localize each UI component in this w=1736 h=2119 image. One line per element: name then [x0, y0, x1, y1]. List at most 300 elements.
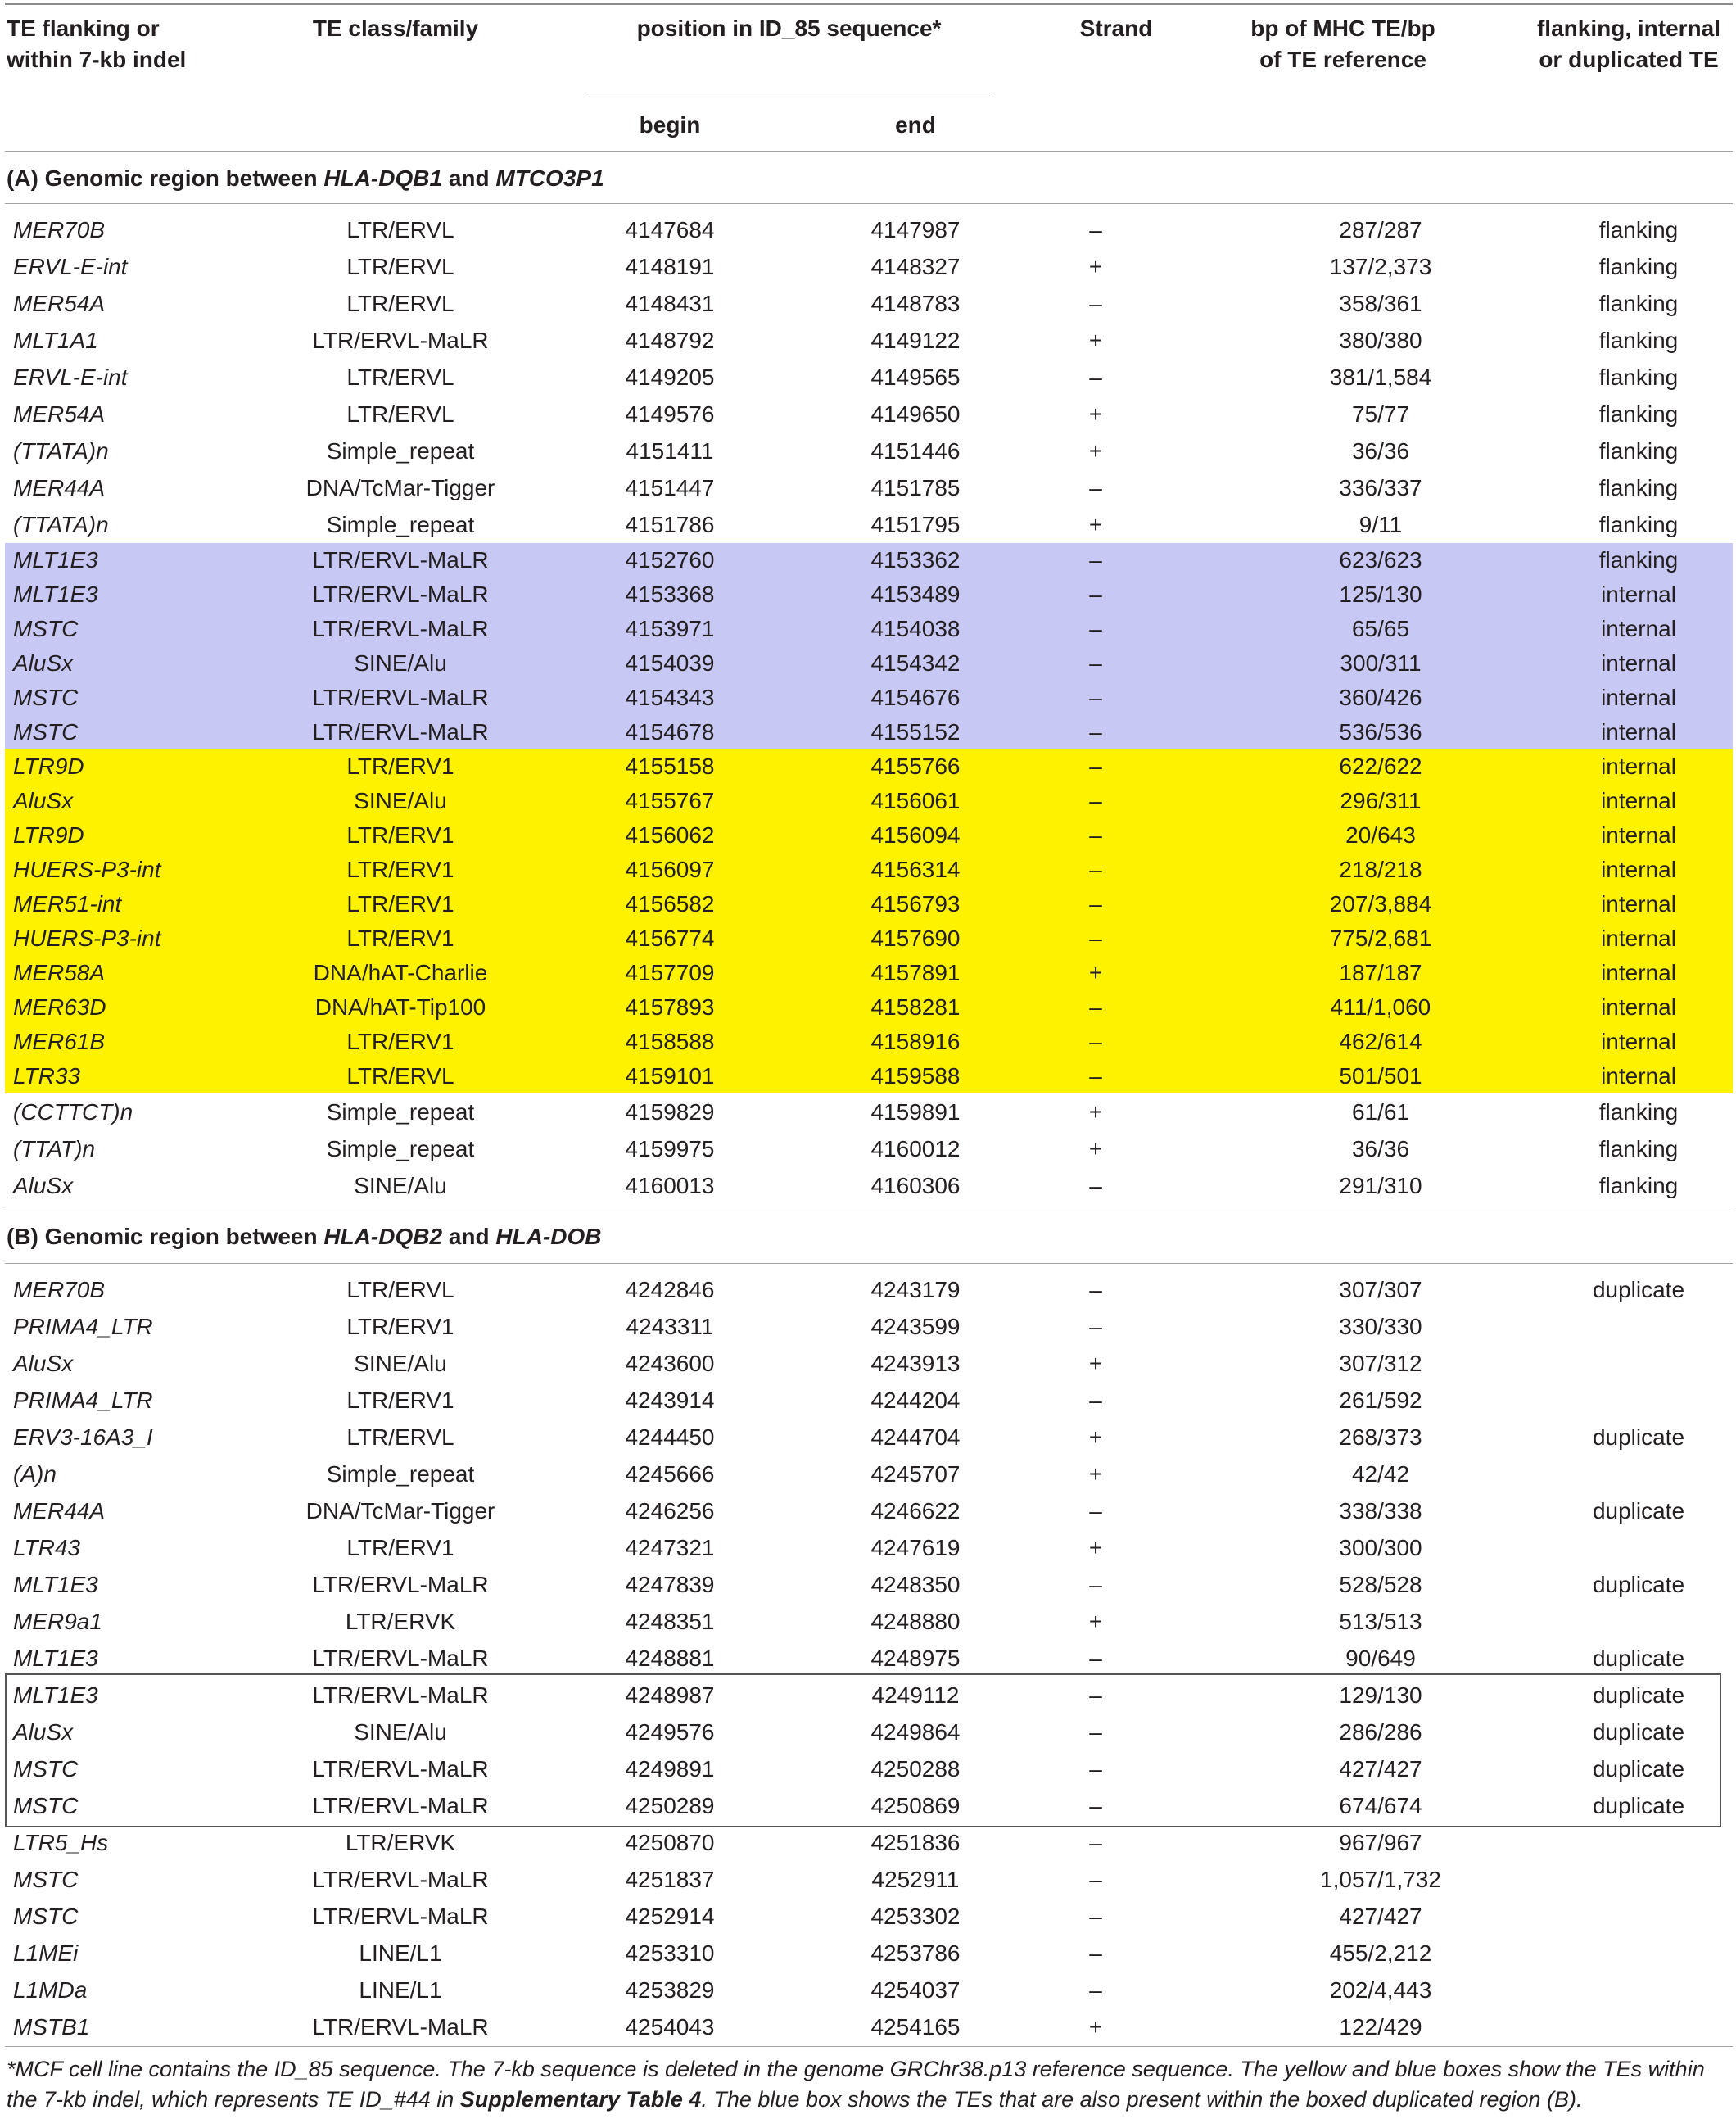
- bp-ratio-cell: 300/300: [1339, 1535, 1422, 1560]
- te-location-cell: internal: [1601, 650, 1676, 676]
- begin-position-cell: 4253310: [625, 1940, 715, 1966]
- te-name-cell: MSTC: [13, 685, 79, 710]
- te-location-cell: internal: [1601, 788, 1676, 813]
- begin-position-cell: 4155158: [625, 754, 715, 779]
- bp-ratio-cell: 307/312: [1339, 1351, 1422, 1376]
- bp-ratio-cell: 623/623: [1339, 547, 1422, 573]
- te-name-cell: AluSx: [13, 1351, 74, 1376]
- strand-cell: –: [1089, 1498, 1102, 1524]
- te-class-cell: LTR/ERVL-MaLR: [312, 1682, 489, 1708]
- end-position-cell: 4153362: [870, 547, 961, 573]
- te-name-cell: PRIMA4_LTR: [13, 1314, 153, 1339]
- table-row: [5, 681, 1733, 715]
- strand-cell: +: [1088, 512, 1103, 537]
- strand-cell: –: [1089, 857, 1102, 882]
- te-class-cell: LTR/ERV1: [346, 1314, 454, 1339]
- begin-position-cell: 4251837: [625, 1867, 715, 1892]
- end-position-cell: 4244704: [870, 1424, 961, 1450]
- bp-ratio-cell: 674/674: [1339, 1793, 1422, 1818]
- begin-position-cell: 4159101: [625, 1063, 715, 1089]
- te-class-cell: LTR/ERVL: [346, 401, 454, 427]
- table-row: [5, 506, 1733, 543]
- te-name-cell: MER44A: [13, 1498, 106, 1524]
- te-location-cell: internal: [1601, 994, 1676, 1020]
- te-name-cell: MLT1E3: [13, 1572, 98, 1597]
- begin-position-cell: 4250289: [625, 1793, 715, 1818]
- te-class-cell: LTR/ERVL-MaLR: [312, 547, 489, 573]
- bp-ratio-cell: 9/11: [1359, 512, 1403, 537]
- te-name-cell: MLT1E3: [13, 1682, 98, 1708]
- end-position-cell: 4160012: [870, 1136, 961, 1161]
- strand-cell: +: [1088, 1535, 1103, 1560]
- end-position-cell: 4160306: [870, 1173, 961, 1198]
- table-row: [5, 1025, 1733, 1059]
- bp-ratio-cell: 358/361: [1339, 291, 1422, 316]
- footnote: *MCF cell line contains the ID_85 sequence. The 7-kb sequence is deleted in the genome GRChr38.p13 reference sequence. The yellow and blue boxes show the TEs within the 7-kb indel, which represents TE ID_#44 in Supplementary Table 4. The blue box shows the TEs that are also present within the boxed duplicated region (B).: [7, 2057, 1705, 2112]
- begin-position-cell: 4243600: [625, 1351, 715, 1376]
- table-row: [5, 956, 1733, 990]
- end-position-cell: 4250869: [870, 1793, 961, 1818]
- te-location-cell: duplicate: [1592, 1756, 1685, 1782]
- begin-position-cell: 4248881: [625, 1646, 715, 1671]
- te-class-cell: DNA/TcMar-Tigger: [305, 1498, 495, 1524]
- table-row: [5, 784, 1733, 818]
- end-position-cell: 4154676: [870, 685, 961, 710]
- te-class-cell: LTR/ERVL: [346, 364, 454, 390]
- table-row: [5, 1093, 1733, 1130]
- te-name-cell: MLT1E3: [13, 547, 98, 573]
- bp-ratio-cell: 61/61: [1351, 1099, 1410, 1125]
- table-row: [5, 1566, 1733, 1603]
- strand-cell: –: [1089, 1719, 1102, 1745]
- bp-ratio-cell: 307/307: [1339, 1277, 1422, 1302]
- section-a-rule: [5, 203, 1733, 204]
- te-location-cell: internal: [1601, 616, 1676, 641]
- strand-cell: –: [1089, 1314, 1102, 1339]
- te-location-cell: flanking: [1598, 438, 1679, 464]
- end-position-cell: 4244204: [870, 1388, 961, 1413]
- begin-position-cell: 4157893: [625, 994, 715, 1020]
- te-class-cell: DNA/hAT-Tip100: [314, 994, 486, 1020]
- te-class-cell: Simple_repeat: [326, 512, 475, 537]
- te-class-cell: DNA/TcMar-Tigger: [305, 475, 495, 500]
- strand-cell: +: [1088, 1609, 1103, 1634]
- bp-ratio-cell: 1,057/1,732: [1320, 1867, 1441, 1892]
- end-position-cell: 4247619: [870, 1535, 961, 1560]
- te-name-cell: AluSx: [13, 1173, 74, 1198]
- begin-position-cell: 4249891: [625, 1756, 715, 1782]
- strand-cell: –: [1089, 1063, 1102, 1089]
- bp-ratio-cell: 338/338: [1339, 1498, 1422, 1524]
- bp-ratio-cell: 42/42: [1351, 1461, 1410, 1487]
- strand-cell: –: [1089, 291, 1102, 316]
- bp-ratio-cell: 455/2,212: [1329, 1940, 1432, 1966]
- te-class-cell: LTR/ERV1: [346, 891, 454, 917]
- strand-cell: –: [1089, 1173, 1102, 1198]
- table-row: [5, 1167, 1733, 1204]
- end-position-cell: 4250288: [870, 1756, 961, 1782]
- table-row: [5, 285, 1733, 322]
- te-name-cell: MSTB1: [13, 2014, 90, 2040]
- begin-position-cell: 4153368: [625, 582, 715, 607]
- end-position-cell: 4156094: [870, 822, 961, 848]
- bp-ratio-cell: 129/130: [1339, 1682, 1422, 1708]
- end-position-cell: 4148783: [870, 291, 961, 316]
- header-strand: Strand: [1079, 16, 1153, 41]
- te-class-cell: LTR/ERVL-MaLR: [312, 328, 489, 353]
- te-location-cell: flanking: [1598, 475, 1679, 500]
- te-class-cell: LTR/ERVL: [346, 1063, 454, 1089]
- end-position-cell: 4254165: [870, 2014, 961, 2040]
- te-name-cell: HUERS-P3-int: [13, 926, 161, 951]
- end-position-cell: 4254037: [870, 1977, 961, 2003]
- table-row: [5, 1308, 1733, 1345]
- top-rule: [5, 3, 1733, 5]
- te-class-cell: LTR/ERV1: [346, 1535, 454, 1560]
- begin-position-cell: 4147684: [625, 217, 715, 242]
- te-location-cell: duplicate: [1592, 1498, 1685, 1524]
- begin-position-cell: 4246256: [625, 1498, 715, 1524]
- strand-cell: +: [1088, 438, 1103, 464]
- te-class-cell: LTR/ERV1: [346, 1388, 454, 1413]
- te-class-cell: LTR/ERVL: [346, 217, 454, 242]
- te-name-cell: ERVL-E-int: [13, 254, 128, 279]
- table-row: [5, 1640, 1733, 1677]
- strand-cell: –: [1089, 1029, 1102, 1054]
- begin-position-cell: 4243914: [625, 1388, 715, 1413]
- strand-cell: +: [1088, 254, 1103, 279]
- begin-position-cell: 4158588: [625, 1029, 715, 1054]
- te-location-cell: flanking: [1598, 1136, 1679, 1161]
- te-class-cell: DNA/hAT-Charlie: [313, 960, 488, 985]
- te-class-cell: LTR/ERVK: [345, 1609, 456, 1634]
- begin-position-cell: 4157709: [625, 960, 715, 985]
- te-location-cell: flanking: [1598, 512, 1679, 537]
- bp-ratio-cell: 296/311: [1340, 788, 1422, 813]
- section-b-heading: (B) Genomic region between HLA-DQB2 and HLA-DOB: [7, 1224, 602, 1249]
- te-name-cell: MER70B: [13, 217, 106, 242]
- section-a-rows: [5, 211, 1733, 1202]
- te-location-cell: flanking: [1598, 547, 1679, 573]
- te-location-cell: flanking: [1598, 328, 1679, 353]
- te-name-cell: MER58A: [13, 960, 106, 985]
- bp-ratio-cell: 36/36: [1351, 438, 1410, 464]
- bp-ratio-cell: 268/373: [1339, 1424, 1422, 1450]
- te-class-cell: LTR/ERVL: [346, 291, 454, 316]
- bp-ratio-cell: 20/643: [1345, 822, 1416, 848]
- te-name-cell: HUERS-P3-int: [13, 857, 161, 882]
- begin-position-cell: 4248351: [625, 1609, 715, 1634]
- begin-position-cell: 4148431: [625, 291, 715, 316]
- te-location-cell: flanking: [1598, 254, 1679, 279]
- begin-position-cell: 4243311: [626, 1314, 714, 1339]
- te-location-cell: flanking: [1598, 401, 1679, 427]
- table-row: [5, 818, 1733, 853]
- strand-cell: +: [1088, 2014, 1103, 2040]
- te-class-cell: LTR/ERVK: [345, 1830, 456, 1855]
- te-name-cell: LTR5_Hs: [13, 1830, 109, 1855]
- te-class-cell: SINE/Alu: [354, 1351, 447, 1376]
- begin-position-cell: 4148792: [625, 328, 715, 353]
- te-location-cell: duplicate: [1592, 1682, 1685, 1708]
- te-class-cell: Simple_repeat: [326, 438, 475, 464]
- te-class-cell: LTR/ERVL-MaLR: [312, 1646, 489, 1671]
- te-name-cell: AluSx: [13, 1719, 74, 1745]
- header-te-class: TE class/family: [312, 16, 479, 41]
- te-name-cell: (A)n: [13, 1461, 57, 1487]
- end-position-cell: 4155766: [870, 754, 961, 779]
- te-class-cell: LTR/ERVL-MaLR: [312, 1867, 489, 1892]
- table-row: [5, 1861, 1733, 1898]
- bp-ratio-cell: 360/426: [1339, 685, 1422, 710]
- te-name-cell: LTR9D: [13, 822, 84, 848]
- table-row: [5, 1456, 1733, 1492]
- te-name-cell: ERV3-16A3_I: [13, 1424, 153, 1450]
- end-position-cell: 4156061: [870, 788, 961, 813]
- te-class-cell: LTR/ERVL-MaLR: [312, 685, 489, 710]
- header-flanking-internal: flanking, internal or duplicated TE: [1536, 16, 1721, 72]
- end-position-cell: 4154342: [870, 650, 961, 676]
- te-name-cell: LTR9D: [13, 754, 84, 779]
- strand-cell: +: [1088, 401, 1103, 427]
- end-position-cell: 4246622: [870, 1498, 961, 1524]
- te-location-cell: internal: [1601, 926, 1676, 951]
- strand-cell: –: [1089, 1277, 1102, 1302]
- te-class-cell: LTR/ERVL-MaLR: [312, 1904, 489, 1929]
- end-position-cell: 4156314: [870, 857, 961, 882]
- te-class-cell: LTR/ERVL-MaLR: [312, 582, 489, 607]
- bp-ratio-cell: 528/528: [1339, 1572, 1422, 1597]
- te-class-cell: LTR/ERVL-MaLR: [312, 1572, 489, 1597]
- bp-ratio-cell: 125/130: [1339, 582, 1422, 607]
- strand-cell: –: [1089, 1646, 1102, 1671]
- end-position-cell: 4251836: [870, 1830, 961, 1855]
- begin-position-cell: 4154039: [625, 650, 715, 676]
- begin-position-cell: 4159829: [625, 1099, 715, 1125]
- strand-cell: –: [1089, 364, 1102, 390]
- strand-cell: –: [1089, 1682, 1102, 1708]
- bp-ratio-cell: 90/649: [1345, 1646, 1416, 1671]
- bp-ratio-cell: 501/501: [1339, 1063, 1422, 1089]
- table-row: [5, 715, 1733, 749]
- te-name-cell: MER51-int: [13, 891, 122, 917]
- table-row: [5, 1972, 1733, 2008]
- te-name-cell: MLT1E3: [13, 1646, 98, 1671]
- te-class-cell: LTR/ERV1: [346, 857, 454, 882]
- bp-ratio-cell: 187/187: [1339, 960, 1422, 985]
- bp-ratio-cell: 202/4,443: [1329, 1977, 1432, 2003]
- duplicated-region-box: [5, 1673, 1721, 1827]
- te-location-cell: duplicate: [1592, 1719, 1685, 1745]
- end-position-cell: 4243179: [870, 1277, 961, 1302]
- te-name-cell: MSTC: [13, 616, 79, 641]
- table-row: [5, 396, 1733, 432]
- table-row: [5, 211, 1733, 248]
- begin-position-cell: 4247321: [625, 1535, 715, 1560]
- begin-position-cell: 4248987: [625, 1682, 715, 1708]
- te-name-cell: LTR43: [13, 1535, 80, 1560]
- te-class-cell: SINE/Alu: [354, 1719, 447, 1745]
- te-class-cell: Simple_repeat: [326, 1136, 475, 1161]
- end-position-cell: 4159588: [870, 1063, 961, 1089]
- bp-ratio-cell: 291/310: [1339, 1173, 1422, 1198]
- end-position-cell: 4155152: [870, 719, 961, 745]
- strand-cell: –: [1089, 994, 1102, 1020]
- bp-ratio-cell: 336/337: [1339, 475, 1422, 500]
- te-name-cell: (TTAT)n: [13, 1136, 96, 1161]
- te-class-cell: SINE/Alu: [354, 1173, 447, 1198]
- table-row: [5, 248, 1733, 285]
- table-row: [5, 1603, 1733, 1640]
- begin-position-cell: 4250870: [625, 1830, 715, 1855]
- te-location-cell: duplicate: [1592, 1793, 1685, 1818]
- begin-position-cell: 4245666: [625, 1461, 715, 1487]
- table-row: [5, 1130, 1733, 1167]
- strand-cell: –: [1089, 547, 1102, 573]
- begin-position-cell: 4247839: [625, 1572, 715, 1597]
- te-name-cell: AluSx: [13, 650, 74, 676]
- te-name-cell: MSTC: [13, 1904, 79, 1929]
- table-row: [5, 1492, 1733, 1529]
- te-location-cell: flanking: [1598, 291, 1679, 316]
- end-position-cell: 4151795: [870, 512, 961, 537]
- table-row: [5, 2008, 1733, 2045]
- te-class-cell: LTR/ERVL-MaLR: [312, 616, 489, 641]
- end-position-cell: 4253302: [870, 1904, 961, 1929]
- te-location-cell: internal: [1601, 719, 1676, 745]
- te-name-cell: ERVL-E-int: [13, 364, 128, 390]
- table-row: [5, 1059, 1733, 1093]
- begin-position-cell: 4151411: [626, 438, 714, 464]
- bp-ratio-cell: 380/380: [1339, 328, 1422, 353]
- strand-cell: –: [1089, 822, 1102, 848]
- strand-cell: +: [1088, 1424, 1103, 1450]
- begin-position-cell: 4149576: [625, 401, 715, 427]
- te-location-cell: internal: [1601, 891, 1676, 917]
- strand-cell: –: [1089, 1830, 1102, 1855]
- begin-position-cell: 4154343: [625, 685, 715, 710]
- header-rule: [5, 151, 1733, 152]
- table-row: [5, 612, 1733, 646]
- te-location-cell: internal: [1601, 1063, 1676, 1089]
- table-row: [5, 1345, 1733, 1382]
- begin-position-cell: 4152760: [625, 547, 715, 573]
- begin-position-cell: 4148191: [625, 254, 715, 279]
- te-location-cell: flanking: [1598, 217, 1679, 242]
- bp-ratio-cell: 622/622: [1339, 754, 1422, 779]
- te-name-cell: MER61B: [13, 1029, 106, 1054]
- te-name-cell: MSTC: [13, 719, 79, 745]
- header-te-flanking: TE flanking or within 7-kb indel: [7, 16, 187, 72]
- te-class-cell: Simple_repeat: [326, 1461, 475, 1487]
- begin-position-cell: 4149205: [625, 364, 715, 390]
- strand-cell: –: [1089, 754, 1102, 779]
- te-name-cell: PRIMA4_LTR: [13, 1388, 153, 1413]
- end-position-cell: 4248880: [870, 1609, 961, 1634]
- strand-cell: –: [1089, 1572, 1102, 1597]
- te-location-cell: internal: [1601, 1029, 1676, 1054]
- table-row: [5, 1824, 1733, 1861]
- begin-position-cell: 4242846: [625, 1277, 715, 1302]
- strand-cell: –: [1089, 685, 1102, 710]
- begin-position-cell: 4252914: [625, 1904, 715, 1929]
- te-class-cell: LTR/ERVL-MaLR: [312, 1793, 489, 1818]
- bp-ratio-cell: 536/536: [1339, 719, 1422, 745]
- strand-cell: –: [1089, 475, 1102, 500]
- begin-position-cell: 4254043: [625, 2014, 715, 2040]
- te-name-cell: (TTATA)n: [13, 512, 109, 537]
- begin-position-cell: 4156774: [625, 926, 715, 951]
- strand-cell: –: [1089, 1977, 1102, 2003]
- te-name-cell: MER54A: [13, 401, 106, 427]
- strand-cell: –: [1089, 1793, 1102, 1818]
- table-row: [5, 543, 1733, 577]
- te-name-cell: AluSx: [13, 788, 74, 813]
- strand-cell: –: [1089, 719, 1102, 745]
- bp-ratio-cell: 411/1,060: [1330, 994, 1431, 1020]
- strand-cell: –: [1089, 1756, 1102, 1782]
- te-class-cell: Simple_repeat: [326, 1099, 475, 1125]
- bp-ratio-cell: 218/218: [1339, 857, 1422, 882]
- header-bp: bp of MHC TE/bp of TE reference: [1250, 16, 1435, 72]
- te-class-cell: LTR/ERV1: [346, 754, 454, 779]
- bp-ratio-cell: 775/2,681: [1329, 926, 1432, 951]
- table-row: [5, 1935, 1733, 1972]
- end-position-cell: 4151446: [870, 438, 961, 464]
- section-b-rows: [5, 1271, 1733, 2043]
- bp-ratio-cell: 122/429: [1339, 2014, 1422, 2040]
- te-name-cell: (CCTTCT)n: [13, 1099, 133, 1125]
- end-position-cell: 4149565: [870, 364, 961, 390]
- te-location-cell: internal: [1601, 857, 1676, 882]
- strand-cell: –: [1089, 217, 1102, 242]
- bp-ratio-cell: 137/2,373: [1329, 254, 1432, 279]
- end-position-cell: 4153489: [870, 582, 961, 607]
- end-position-cell: 4154038: [870, 616, 961, 641]
- begin-position-cell: 4153971: [625, 616, 715, 641]
- te-class-cell: LTR/ERVL-MaLR: [312, 719, 489, 745]
- bp-ratio-cell: 513/513: [1339, 1609, 1422, 1634]
- begin-position-cell: 4156097: [625, 857, 715, 882]
- table-row: [5, 749, 1733, 784]
- end-position-cell: 4151785: [870, 475, 961, 500]
- te-name-cell: LTR33: [13, 1063, 80, 1089]
- strand-cell: –: [1089, 891, 1102, 917]
- begin-position-cell: 4156582: [625, 891, 715, 917]
- strand-cell: –: [1089, 582, 1102, 607]
- begin-position-cell: 4151447: [625, 475, 715, 500]
- te-name-cell: MSTC: [13, 1793, 79, 1818]
- table-row: [5, 921, 1733, 956]
- end-position-cell: 4245707: [870, 1461, 961, 1487]
- table-row: [5, 1271, 1733, 1308]
- end-position-cell: 4243913: [870, 1351, 961, 1376]
- te-class-cell: LTR/ERV1: [346, 1029, 454, 1054]
- bp-ratio-cell: 36/36: [1351, 1136, 1410, 1161]
- te-location-cell: flanking: [1598, 1173, 1679, 1198]
- bp-ratio-cell: 427/427: [1339, 1904, 1422, 1929]
- te-class-cell: LTR/ERVL-MaLR: [312, 1756, 489, 1782]
- end-position-cell: 4147987: [870, 217, 961, 242]
- te-name-cell: L1MDa: [13, 1977, 88, 2003]
- strand-cell: –: [1089, 1867, 1102, 1892]
- end-position-cell: 4248350: [870, 1572, 961, 1597]
- table-row: [5, 1529, 1733, 1566]
- table-row: [5, 322, 1733, 359]
- te-class-cell: LTR/ERV1: [346, 822, 454, 848]
- te-name-cell: MER54A: [13, 291, 106, 316]
- table-row: [5, 887, 1733, 921]
